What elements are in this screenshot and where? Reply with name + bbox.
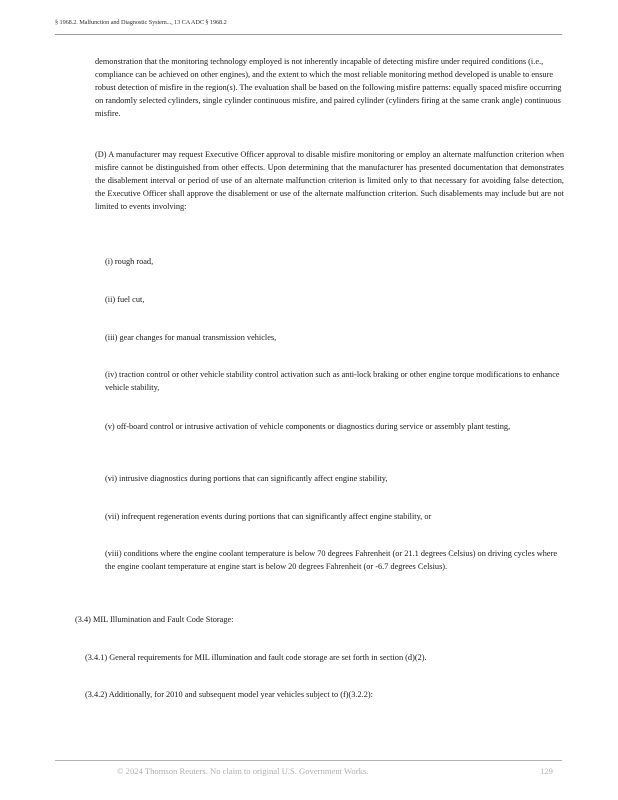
page-number: 129 (540, 766, 553, 776)
paragraph-d-misfire-disablement: (D) A manufacturer may request Executive Officer approval to disable misfire monitoring or employ an alternate malfunction criterion when misfire cannot be distinguished from other effects. Upon determining that the manufacturer has presented documentation that demonstrates the disablement interval or period of use of an alternate malfunction criterion is limited only to that necessary for avoiding false detection, the Executive Officer shall approve the disablement or use of the alternate malfunction criterion. Such disablements may include but are not limited to events involving: (95, 150, 564, 211)
list-item-vi: (vi) intrusive diagnostics during portions that can significantly affect engine stability, (105, 474, 388, 483)
list-item-iv: (iv) traction control or other vehicle stability control activation such as anti-lock braking or other engine torque modifications to enhance vehicle stability, (105, 370, 560, 392)
section-3-4-1: (3.4.1) General requirements for MIL illumination and fault code storage are set forth in section (d)(2). (85, 653, 427, 662)
list-item-iii: (iii) gear changes for manual transmission vehicles, (105, 333, 277, 342)
list-item-i: (i) rough road, (105, 257, 154, 266)
list-item-v: (v) off-board control or intrusive activation of vehicle components or diagnostics during service or assembly plant testing, (105, 422, 511, 431)
section-3-4-2: (3.4.2) Additionally, for 2010 and subsequent model year vehicles subject to (f)(3.2.2): (85, 690, 373, 699)
list-item-ii: (ii) fuel cut, (105, 295, 145, 304)
list-item-viii: (viii) conditions where the engine coolant temperature is below 70 degrees Fahrenheit (or 21.1 degrees Celsius) on driving cycles where the engine coolant temperature at engine start is below 20 degrees Fahrenheit (or -6.7 degrees Celsius). (105, 549, 558, 571)
section-3-4-heading: (3.4) MIL Illumination and Fault Code Storage: (75, 615, 234, 624)
list-item-vii: (vii) infrequent regeneration events during portions that can significantly affect engine stability, or (105, 512, 432, 521)
footer-copyright: © 2024 Thomson Reuters. No claim to original U.S. Government Works. (117, 766, 369, 776)
header-rule (55, 34, 562, 35)
footer-rule (55, 760, 562, 761)
paragraph-misfire-demonstration: demonstration that the monitoring technology employed is not inherently incapable of detecting misfire under required conditions (i.e., compliance can be achieved on other engines), and the extent to which the most reliable monitoring method developed is unable to ensure robust detection of misfire in the region(s). The evaluation shall be based on the following misfire patterns: equally spaced misfire occurring on randomly selected cylinders, single cylinder continuous misfire, and paired cylinder (cylinders firing at the same crank angle) continuous misfire. (95, 57, 562, 118)
running-header: § 1968.2. Malfunction and Diagnostic System..., 13 CA ADC § 1968.2 (55, 19, 227, 26)
